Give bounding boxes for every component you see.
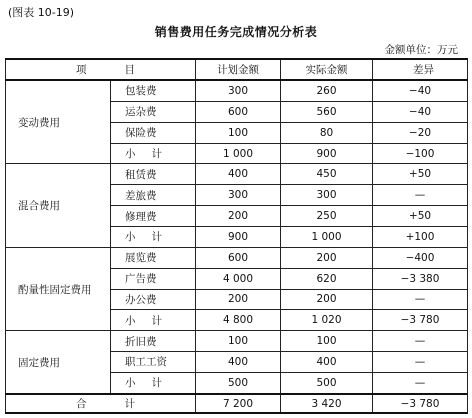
actual-amount: 80 [281, 122, 373, 143]
difference: −40 [373, 101, 468, 122]
item-name: 修理费 [111, 206, 196, 227]
actual-amount: 1 020 [281, 310, 373, 331]
grand-total-char-2: 计 [124, 398, 135, 410]
item-name: 差旅费 [111, 185, 196, 206]
difference: — [373, 289, 468, 310]
unit-note: 金额单位：万元 [384, 44, 458, 56]
header-diff-char-2: 异 [423, 64, 434, 76]
plan-amount: 600 [196, 101, 281, 122]
grand-total-row [6, 394, 468, 413]
item-name: 包装费 [111, 80, 196, 101]
header-diff-char-1: 差 [413, 64, 424, 76]
actual-amount: 560 [281, 101, 373, 122]
plan-amount: 900 [196, 226, 281, 247]
table-body [6, 80, 468, 394]
grand-total-actual: 3 420 [281, 394, 373, 413]
plan-amount: 200 [196, 289, 281, 310]
actual-amount: 1 000 [281, 226, 373, 247]
item-name: 办公费 [111, 289, 196, 310]
difference: — [373, 331, 468, 352]
item-name: 保险费 [111, 122, 196, 143]
header-actual: 实际金额 [281, 59, 373, 80]
plan-amount: 400 [196, 352, 281, 373]
plan-amount: 400 [196, 164, 281, 185]
difference: −20 [373, 122, 468, 143]
figure-label: (图表 10-19) [8, 6, 75, 19]
plan-amount: 600 [196, 247, 281, 268]
table-row [6, 331, 468, 352]
difference: +100 [373, 226, 468, 247]
expense-table [5, 58, 468, 414]
item-name: 小计 [111, 310, 196, 331]
group-name: 变动费用 [6, 80, 111, 164]
header-plan: 计划金额 [196, 59, 281, 80]
table-row [6, 80, 468, 101]
item-name: 展览费 [111, 247, 196, 268]
actual-amount: 900 [281, 143, 373, 164]
plan-amount: 1 000 [196, 143, 281, 164]
actual-amount: 200 [281, 289, 373, 310]
difference: +50 [373, 206, 468, 227]
header-item [6, 59, 196, 80]
header-item-char-2: 目 [124, 64, 135, 76]
plan-amount: 4 000 [196, 268, 281, 289]
item-name: 租赁费 [111, 164, 196, 185]
actual-amount: 250 [281, 206, 373, 227]
difference: — [373, 185, 468, 206]
item-name: 运杂费 [111, 101, 196, 122]
plan-amount: 100 [196, 331, 281, 352]
header-diff [373, 59, 468, 80]
grand-total-char-1: 合 [76, 398, 87, 410]
difference: −100 [373, 143, 468, 164]
plan-amount: 300 [196, 80, 281, 101]
grand-total-plan: 7 200 [196, 394, 281, 413]
actual-amount: 450 [281, 164, 373, 185]
plan-amount: 500 [196, 372, 281, 394]
group-name: 固定费用 [6, 331, 111, 394]
table-title: 销售费用任务完成情况分析表 [154, 25, 318, 39]
group-name: 混合费用 [6, 164, 111, 247]
plan-amount: 200 [196, 206, 281, 227]
actual-amount: 100 [281, 331, 373, 352]
difference: −3 380 [373, 268, 468, 289]
plan-amount: 300 [196, 185, 281, 206]
actual-amount: 620 [281, 268, 373, 289]
grand-total-label [6, 394, 196, 413]
actual-amount: 500 [281, 372, 373, 394]
item-name: 职工工资 [111, 352, 196, 373]
difference: −3 780 [373, 310, 468, 331]
plan-amount: 100 [196, 122, 281, 143]
plan-amount: 4 800 [196, 310, 281, 331]
table-row [6, 247, 468, 268]
difference: −40 [373, 80, 468, 101]
difference: −400 [373, 247, 468, 268]
difference: — [373, 372, 468, 394]
difference: — [373, 352, 468, 373]
actual-amount: 300 [281, 185, 373, 206]
grand-total-diff: −3 780 [373, 394, 468, 413]
actual-amount: 200 [281, 247, 373, 268]
item-name: 广告费 [111, 268, 196, 289]
item-name: 小计 [111, 372, 196, 394]
difference: +50 [373, 164, 468, 185]
actual-amount: 260 [281, 80, 373, 101]
header-item-char-1: 项 [76, 64, 87, 76]
table-row [6, 164, 468, 185]
item-name: 折旧费 [111, 331, 196, 352]
group-name: 酌量性固定费用 [6, 247, 111, 330]
actual-amount: 400 [281, 352, 373, 373]
item-name: 小计 [111, 143, 196, 164]
item-name: 小计 [111, 226, 196, 247]
header-row [6, 59, 468, 80]
